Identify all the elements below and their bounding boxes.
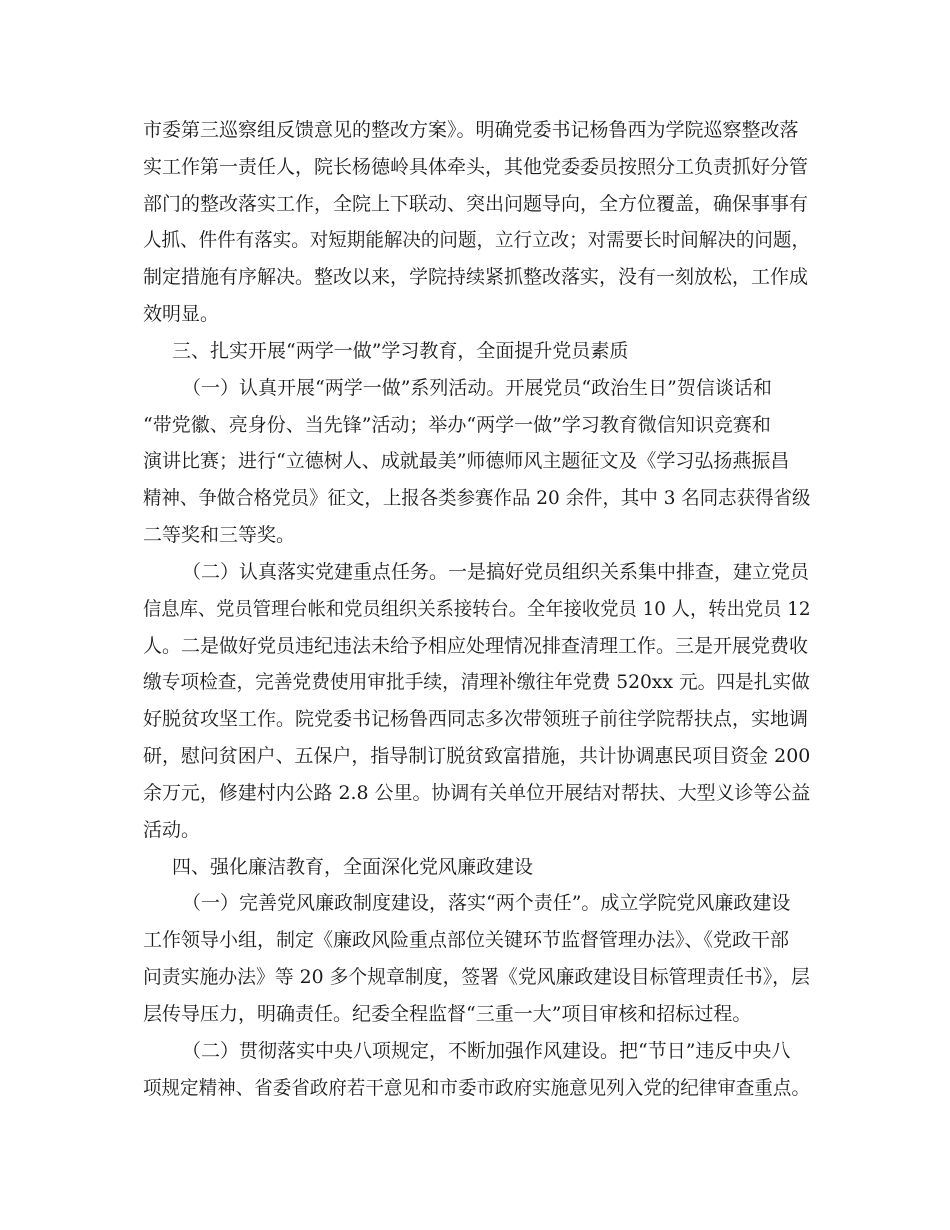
paragraph-line: 余万元，修建村内公路 2.8 公里。协调有关单位开展结对帮扶、大型义诊等公益: [143, 782, 811, 804]
paragraph-line: 好脱贫攻坚工作。院党委书记杨鲁西同志多次带领班子前往学院帮扶点，实地调: [143, 708, 809, 730]
paragraph-line: （一）认真开展“两学一做”系列活动。开展党员“政治生日”贺信谈话和: [182, 377, 772, 399]
paragraph-line: “带党徽、亮身份、当先锋”活动；举办“两学一做”学习教育微信知识竞赛和: [143, 414, 771, 436]
paragraph-line: （二）贯彻落实中央八项规定，不断加强作风建设。把“节日”违反中央八: [182, 1040, 791, 1062]
paragraph-line: 人。二是做好党员违纪违法未给予相应处理情况排查清理工作。三是开展党费收: [143, 635, 809, 657]
paragraph-line: 部门的整改落实工作，全院上下联动、突出问题导向，全方位覆盖，确保事事有: [143, 193, 809, 215]
paragraph-line: 演讲比赛；进行“立德树人、成就最美”师德师风主题征文及《学习弘扬燕振昌: [143, 450, 790, 472]
paragraph-line: 信息库、党员管理台帐和党员组织关系接转台。全年接收党员 10 人，转出党员 12: [143, 598, 811, 620]
paragraph-line: 制定措施有序解决。整改以来，学院持续紧抓整改落实，没有一刻放松，工作成: [143, 266, 809, 288]
paragraph-line: 活动。: [143, 819, 201, 841]
paragraph-line: 研，慰问贫困户、五保户，指导制订脱贫致富措施，共计协调惠民项目资金 200: [143, 745, 811, 767]
paragraph-line: 缴专项检查，完善党费使用审批手续，清理补缴往年党费 520xx 元。四是扎实做: [143, 671, 810, 693]
paragraph-line: 人抓、件件有落实。对短期能解决的问题，立行立改；对需要长时间解决的问题，: [143, 229, 810, 251]
paragraph-line: 二等奖和三等奖。: [143, 524, 296, 546]
paragraph-line: 市委第三巡察组反馈意见的整改方案》。明确党委书记杨鲁西为学院巡察整改落: [143, 119, 799, 141]
paragraph-line: 精神、争做合格党员》征文，上报各类参赛作品 20 余件，其中 3 名同志获得省级: [143, 487, 811, 509]
paragraph-line: 效明显。: [143, 303, 220, 325]
paragraph-line: （二）认真落实党建重点任务。一是搞好党员组织关系集中排查，建立党员: [182, 561, 810, 583]
paragraph-line: 问责实施办法》等 20 多个规章制度，签署《党风廉政建设目标管理责任书》，层: [143, 966, 810, 988]
paragraph-line: 工作领导小组，制定《廉政风险重点部位关键环节监督管理办法》、《党政干部: [143, 929, 790, 951]
section-heading: 三、扎实开展“两学一做”学习教育，全面提升党员素质: [172, 340, 629, 362]
paragraph-line: 实工作第一责任人，院长杨德岭具体牵头，其他党委委员按照分工负责抓好分管: [143, 156, 809, 178]
paragraph-line: 层传导压力，明确责任。纪委全程监督“三重一大”项目审核和招标过程。: [143, 1003, 752, 1025]
paragraph-line: （一）完善党风廉政制度建设，落实“两个责任”。成立学院党风廉政建设: [182, 892, 791, 914]
section-heading: 四、强化廉洁教育，全面深化党风廉政建设: [172, 856, 534, 878]
paragraph-line: 项规定精神、省委省政府若干意见和市委市政府实施意见列入党的纪律审查重点。: [143, 1077, 810, 1099]
